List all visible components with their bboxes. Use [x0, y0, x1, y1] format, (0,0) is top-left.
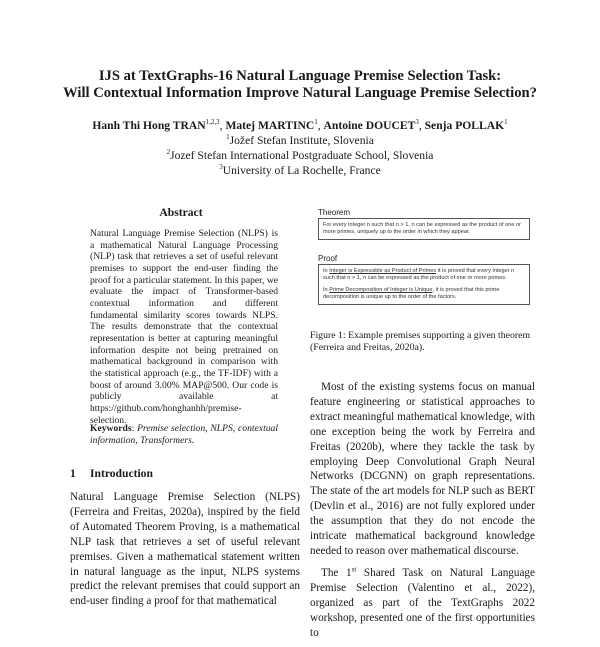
- author-name: Senja POLLAK: [424, 119, 505, 132]
- paragraph: The 1st Shared Task on Natural Language Premise Selection (Valentino et al., 2022), organized as part of the TextGraphs 2022 workshop, presented one of the first opportunities to: [310, 565, 535, 639]
- author-affil-mark: 1,2,3: [205, 118, 220, 127]
- figure-caption: Figure 1: Example premises supporting a given theorem (Ferreira and Freitas, 2020a).: [310, 330, 531, 353]
- right-column-text: [310, 380, 535, 647]
- author-name: Antoine DOUCET: [323, 119, 416, 132]
- title-line-2: Will Contextual Information Improve Natural Language Premise Selection?: [63, 85, 537, 101]
- paper-title: [40, 68, 560, 102]
- author-affil-mark: 3: [415, 118, 419, 127]
- author-affil-mark: 1: [504, 118, 508, 127]
- keywords-text: Premise selection, NLPS, contextual information, Transformers.: [90, 423, 278, 446]
- title-line-1: IJS at TextGraphs-16 Natural Language Premise Selection Task:: [98, 68, 502, 84]
- theorem-text: For every integer n such that n > 1, n can be expressed as the product of one or more primes, uniquely up to the order in which they appear.: [323, 222, 521, 235]
- keywords-label: Keywords: [90, 423, 132, 434]
- proof-paragraph: In Prime Decomposition of Integer is Unique, it is proved that this prime decomposition is unique up to the order of the factors.: [323, 287, 500, 300]
- premise-link[interactable]: Prime Decomposition of Integer is Unique: [329, 287, 433, 293]
- proof-label: Proof: [318, 254, 338, 263]
- keywords: Keywords: Premise selection, NLPS, contextual information, Transformers.: [90, 423, 278, 446]
- paragraph: Most of the existing systems focus on manual feature engineering or statistical approaches to extract meaningful mathematical knowledge, with one exception being the work by Ferreira and Freitas (2020b), where they tackle the task by employing Deep Convolutional Graph Neural Networks (DCGNN) on graph representations. The state of the art models for NLP such as BERT (Devlin et al., 2016) are not fully explored under the assumption that they do not encode the intricate mathematical background knowledge needed to reason over mathematical discourse.: [310, 381, 535, 557]
- theorem-label: Theorem: [318, 208, 351, 217]
- affiliation: $^1$Jožef Stefan Institute, Slovenia: [226, 133, 374, 147]
- theorem-box: [318, 218, 530, 240]
- author-list: Hanh Thi Hong TRAN$^{1,2,3}$, Matej MARTINC$^1$, Antoine DOUCET$^3$, Senja POLLAK$^1$: [92, 118, 508, 132]
- author-name: Matej MARTINC: [225, 119, 315, 132]
- premise-link[interactable]: Integer is Expressible as Product of Primes: [329, 268, 437, 274]
- section-title: Introduction: [90, 467, 153, 480]
- abstract-text: Natural Language Premise Selection (NLPS) is a mathematical Natural Language Processing (NLP) task that retrieves a set of useful relevant premises to support the end-user finding the proof for a particular statement. In this paper, we evaluate the impact of Transformer-based contextual information and different fundamental similarity scores towards NLPS. The results demonstrate that the contextual representation is better at capturing meaningful information despite not being pretrained on mathematical background in comparison with the statistical approach (e.g., the TF-IDF) with a boost of around 3.00% MAP@500. Our code is publicly available at https://github.com/honghanhh/premise-selection.: [90, 228, 278, 426]
- introduction-text: Natural Language Premise Selection (NLPS) (Ferreira and Freitas, 2020a), inspired by the field of Automated Theorem Proving, is a mathematical NLP task that retrieves a set of useful relevant premises. Given a mathematical statement written in natural language as the input, NLPS systems predict the relevant premises that could support an end-user finding a proof for that mathematical: [70, 491, 300, 608]
- proof-paragraph: In Integer is Expressible as Product of Primes it is proved that every integer n such that n > 1, n can be expressed as the product of one or more primes.: [323, 268, 515, 281]
- abstract-heading: Abstract: [159, 206, 203, 219]
- author-block: [40, 118, 560, 178]
- author-name: Hanh Thi Hong TRAN: [92, 119, 206, 132]
- section-heading-introduction: [70, 467, 300, 480]
- affiliation: $^3$University of La Rochelle, France: [219, 163, 381, 177]
- author-affil-mark: 1: [314, 118, 318, 127]
- section-number: 1: [70, 467, 76, 480]
- affiliation: $^2$Jozef Stefan International Postgraduate School, Slovenia: [166, 148, 434, 162]
- proof-box: [318, 264, 530, 305]
